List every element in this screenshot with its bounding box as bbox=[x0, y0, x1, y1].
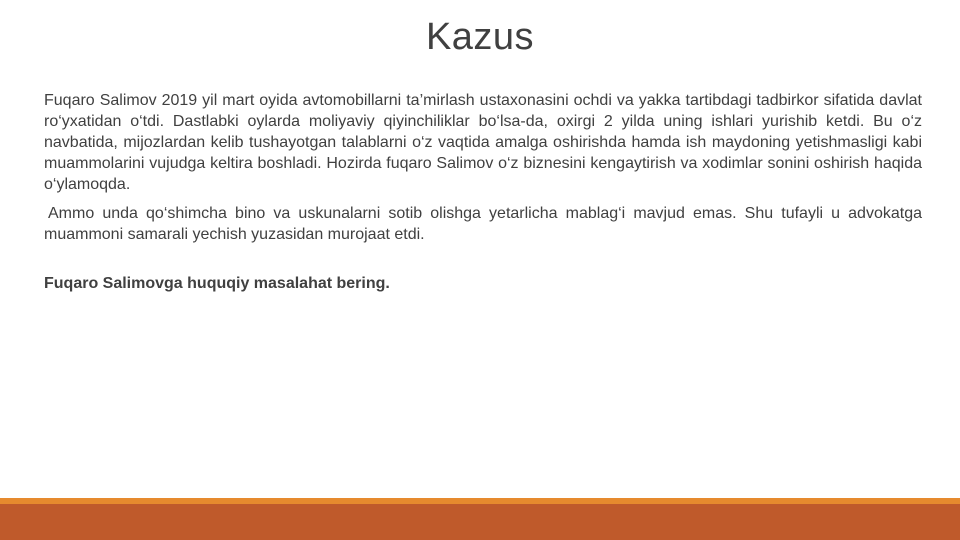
paragraph-case-description: Fuqaro Salimov 2019 yil mart oyida avtomobillarni ta’mirlash ustaxonasini ochdi va yakka tartibdagi tadbirkor sifatida davlat ro‘yxatidan o‘tdi. Dastlabki oylarda moliyaviy qiyinchiliklar bo‘lsa-da, oxirgi 2 yilda uning ishlari yurishib ketdi. Bu o‘z navbatida, mijozlardan kelib tushayotgan talablarni o‘z vaqtida amalga oshirishda hamda ish maydoning yetishmasligi kabi muammolarini vujudga keltira boshladi. Hozirda fuqaro Salimov o‘z biznesini kengaytirish va xodimlar sonini oshirish haqida o‘ylamoqda. bbox=[44, 92, 922, 193]
paragraph-task: Fuqaro Salimovga huquqiy masalahat bering. bbox=[44, 275, 390, 292]
paragraph-funding-problem: Ammo unda qo‘shimcha bino va uskunalarni sotib olishga yetarlicha mablag‘i mavjud emas. Shu tufayli u advokatga muammoni samarali yechish yuzasidan murojaat etdi. bbox=[44, 205, 922, 243]
footer-band bbox=[0, 504, 960, 540]
slide-title: Kazus bbox=[425, 16, 535, 58]
slide-body bbox=[44, 90, 922, 294]
